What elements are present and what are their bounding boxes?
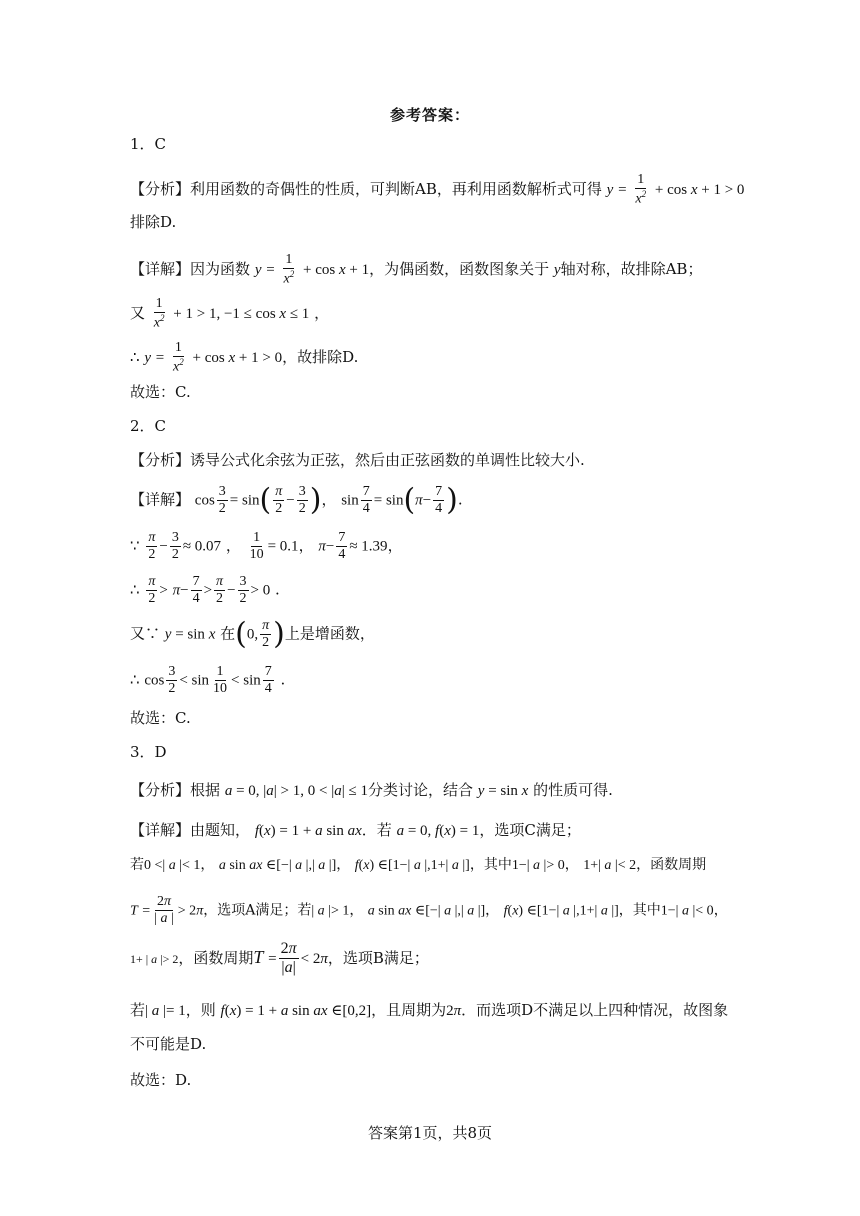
detail-text-2: ，为偶函数，函数图象关于 xyxy=(369,259,550,278)
q3-line1: 若0 <| a |< 1， a sin ax ∈[−| a |,| a |]， f(x) ∈[1−| a |,1+| a |]，其中1−| a |> 0， 1+| a |< 2，函数周期 xyxy=(130,857,707,873)
l3-end: ，选项B满足； xyxy=(327,948,429,967)
q3-answer: 3．D xyxy=(130,743,167,761)
analysis-text: 诱导公式化余弦为正弦，然后由正弦函数的单调性比较大小. xyxy=(190,451,585,469)
q2-increasing: 又∵ y = sin x 在(0, $\frac{\pi}{2}$ )上是增函数， xyxy=(130,616,375,652)
q2-because: ∵ $\frac{\pi}{2}$ − $\frac{3}{2}$ ≈ 0.07 ， $\frac{1}{10}$ = 0.1， π− $\frac{7}{4}$ ≈ 1.39， xyxy=(130,530,403,563)
q1-analysis-end: 排除D. xyxy=(130,213,177,231)
page-title: 参考答案： xyxy=(389,106,470,124)
detail-label: 【详解】 xyxy=(130,821,191,839)
l2-a: ，选项A满足；若 xyxy=(203,902,312,919)
therefore-symbol: ∴ xyxy=(130,347,140,366)
increasing-text: 上是增函数， xyxy=(284,624,375,643)
analysis-label: 【分析】 xyxy=(130,451,191,469)
analysis-text: 根据 xyxy=(190,781,221,799)
analysis-label: 【分析】 xyxy=(130,781,191,799)
l1-a: ，其中 xyxy=(469,857,512,873)
l2-b: ，其中 xyxy=(618,902,661,919)
l4-mid: ，则 xyxy=(185,1001,216,1019)
detail-label: 【详解】 xyxy=(130,490,191,509)
you-text: 又 xyxy=(130,303,146,322)
q3-line5: 不可能是D. xyxy=(130,1035,207,1053)
q3-line3: 1+ | a |> 2，函数周期T = $\frac{2\pi}{|a|}$ < 2π，选项B满足； xyxy=(130,940,429,977)
q2-detail: 【详解】 cos $\frac{3}{2}$ = sin( $\frac{\pi}{2}$ − $\frac{3}{2}$ )， sin $\frac{7}{4}$ = sin(π− $\frac{7}{4}$ ). xyxy=(130,482,463,518)
therefore-symbol: ∴ xyxy=(130,580,140,599)
detail-text-3: 轴对称，故排除AB； xyxy=(560,259,703,278)
q3-line2: T = $\frac{2\pi}{| a |}$ > 2π，选项A满足；若| a |> 1， a sin ax ∈[−| a |,| a |]， f(x) ∈[1−| a |,1+| a |]，其中1−| a |< 0， xyxy=(130,894,728,927)
detail-text-3: ，选项C满足； xyxy=(479,821,581,839)
q3-detail: 【详解】由题知， f(x) = 1 + a sin ax．若 a = 0, f(x) = 1，选项C满足； xyxy=(130,821,581,839)
q1-line-you: 又 $\frac{1}{x^2}$ + 1 > 1, −1 ≤ cos x ≤ 1 ， xyxy=(130,296,330,331)
q1-analysis: 【分析】利用函数的奇偶性的性质，可判断AB，再利用函数解析式可得 y = $\frac{1}{x^2}$ + cos x + 1 > 0 xyxy=(130,172,745,207)
q2-conclusion: ∴ cos $\frac{3}{2}$ < sin $\frac{1}{10}$ < sin $\frac{7}{4}$ . xyxy=(130,664,286,697)
l4-end: ．而选项D不满足以上四种情况，故图象 xyxy=(461,1001,729,1019)
analysis-label: 【分析】 xyxy=(130,179,191,198)
q2-answer: 2．C xyxy=(130,417,167,435)
l1-pre: 若 xyxy=(130,857,144,873)
page-footer: 答案第1页，共8页 xyxy=(367,1124,493,1142)
detail-label: 【详解】 xyxy=(130,259,191,278)
l4-pre: 若 xyxy=(130,1001,146,1019)
therefore-text: ，故排除D. xyxy=(282,347,359,366)
q3-line4: 若| a |= 1，则 f(x) = 1 + a sin ax ∈[0,2]，且周期为2π．而选项D不满足以上四种情况，故图象 xyxy=(130,1001,729,1019)
q3-choose: 故选：D. xyxy=(130,1071,192,1089)
q1-detail: 【详解】因为函数 y = $\frac{1}{x^2}$ + cos x + 1，为偶函数，函数图象关于 y轴对称，故排除AB； xyxy=(130,252,703,287)
detail-text-2: ．若 xyxy=(361,821,392,839)
q2-analysis xyxy=(130,450,585,471)
detail-text: 因为函数 xyxy=(190,259,251,278)
analysis-text-2: 分类讨论，结合 xyxy=(367,781,473,799)
l3-pre: ，函数周期 xyxy=(178,948,254,967)
q2-therefore: ∴ $\frac{\pi}{2}$ > π− $\frac{7}{4}$ > $\frac{\pi}{2}$ − $\frac{3}{2}$ > 0 . xyxy=(130,574,280,607)
q2-choose: 故选：C. xyxy=(130,709,191,727)
l1-b: ，函数周期 xyxy=(636,857,707,873)
q1-line-therefore: ∴ y = $\frac{1}{x^2}$ + cos x + 1 > 0，故排除D. xyxy=(130,340,359,375)
l4-mid2: ，且周期为 xyxy=(371,1001,447,1019)
analysis-text-3: 的性质可得. xyxy=(533,781,613,799)
q1-answer: 1．C xyxy=(130,135,167,153)
you-because: 又∵ xyxy=(130,624,161,643)
in-text: 在 xyxy=(220,624,236,643)
q3-analysis: 【分析】根据 a = 0, |a| > 1, 0 < |a| ≤ 1分类讨论，结合 y = sin x 的性质可得. xyxy=(130,781,613,799)
analysis-text: 利用函数的奇偶性的性质，可判断AB，再利用函数解析式可得 xyxy=(190,179,602,198)
detail-text: 由题知， xyxy=(190,821,251,839)
q1-choose: 故选：C. xyxy=(130,383,191,401)
because-symbol: ∵ xyxy=(130,536,140,555)
therefore-symbol: ∴ xyxy=(130,670,140,689)
